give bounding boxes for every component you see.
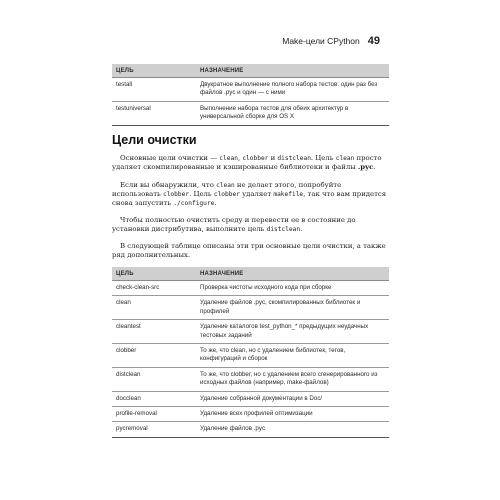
code-run: distclean (277, 155, 311, 162)
text-run: не делает этого, попробуйте использовать (112, 181, 342, 199)
code-run: makefile (273, 191, 304, 199)
paragraph-clobber (112, 181, 392, 208)
paragraph-clean-targets (112, 154, 392, 172)
column-header-target: ЦЕЛЬ (112, 267, 196, 281)
purpose-cell: Проверка чистоты исходного кода при сборке (196, 281, 389, 296)
target-cell: docclean (112, 391, 196, 406)
table-row (112, 407, 389, 422)
target-cell: profile-removal (112, 407, 196, 422)
column-header-purpose: НАЗНАЧЕНИЕ (196, 267, 389, 281)
text-run: , (237, 154, 243, 162)
text-run: . Цель (310, 154, 336, 162)
code-run: ./configure (173, 200, 215, 208)
target-cell: clean (112, 296, 196, 320)
column-header-purpose: НАЗНАЧЕНИЕ (196, 64, 389, 78)
table-row (112, 344, 389, 368)
text-run: просто удаляет скомпилированные и кэшированные библиотеки и файлы (112, 154, 382, 172)
purpose-cell: Выполнение набора тестов для обеих архитектур в универсальной сборке для OS X (196, 101, 389, 125)
code-run: clobber (213, 191, 240, 199)
code-run: clean (335, 155, 355, 162)
table-row (112, 78, 389, 102)
target-cell: cleantest (112, 320, 196, 344)
target-cell: distclean (112, 367, 196, 391)
text-run: , так что вам придется снова запустить (112, 190, 387, 208)
paragraph-table-intro: В следующей таблице описаны эти три основные цели очистки, а также ряд дополнительных. (112, 242, 386, 260)
purpose-cell: Удаление файлов .pyc, скомпилированных библиотек и профилей (196, 296, 389, 320)
table-row (112, 422, 389, 437)
code-run: clobber (162, 191, 190, 199)
code-run: clean (216, 182, 235, 189)
table-header-row (112, 267, 389, 281)
purpose-cell: То же, что clobber, но с удалением всего сгенерированного из исходных файлов (например, make-файлов) (196, 367, 389, 391)
clean-targets-table (112, 267, 389, 438)
target-cell: check-clean-src (112, 281, 196, 296)
text-run: Чтобы полностью очистить среду и перевести ее в состояние до установки дистрибутива, выполните цель (112, 216, 356, 234)
table-row (112, 391, 389, 406)
text-run: . (214, 199, 217, 208)
purpose-cell: Удаление каталогов test_python_* предыдущих неудачных тестовых заданий (196, 320, 389, 344)
paragraph-distclean (112, 216, 392, 234)
table-row (112, 281, 389, 296)
test-targets-table (112, 64, 389, 126)
column-header-target: ЦЕЛЬ (112, 64, 196, 78)
purpose-cell: Удаление файлов .pyc (196, 422, 389, 437)
purpose-cell: То же, что clean, но с удалением библиотек, тегов, конфигураций и сборок (196, 344, 389, 368)
table-row (112, 101, 389, 125)
target-cell: pycremoval (112, 422, 196, 437)
code-run: distclean (266, 226, 301, 234)
table-row (112, 320, 389, 344)
text-run: удаляет (239, 190, 274, 199)
running-head (282, 35, 380, 47)
text-run: Если вы обнаружили, что (120, 181, 217, 189)
table-row (112, 296, 389, 320)
page-number: 49 (367, 35, 380, 47)
section-heading: Цели очистки (112, 133, 197, 147)
text-run: и (268, 154, 278, 162)
code-run: clean (219, 155, 238, 162)
code-run: clobber (242, 155, 269, 162)
text-run: Основные цели очистки — (120, 154, 220, 162)
bold-run: .pyc (357, 163, 374, 172)
table-header-row (112, 64, 389, 78)
purpose-cell: Двукратное выполнение полного набора тестов: один раз без файлов .pyc и один — с ними (196, 78, 389, 102)
purpose-cell: Удаление всех профилей оптимизации (196, 407, 389, 422)
target-cell: clobber (112, 344, 196, 368)
target-cell: testall (112, 78, 196, 102)
table-row (112, 367, 389, 391)
purpose-cell: Удаление собранной документации в Doc/ (196, 391, 389, 406)
running-head-title: Make-цели CPython (282, 36, 360, 46)
text-run: . (373, 163, 376, 172)
text-run: . (300, 225, 303, 234)
target-cell: testuniversal (112, 101, 196, 125)
text-run: . Цель (189, 190, 214, 199)
